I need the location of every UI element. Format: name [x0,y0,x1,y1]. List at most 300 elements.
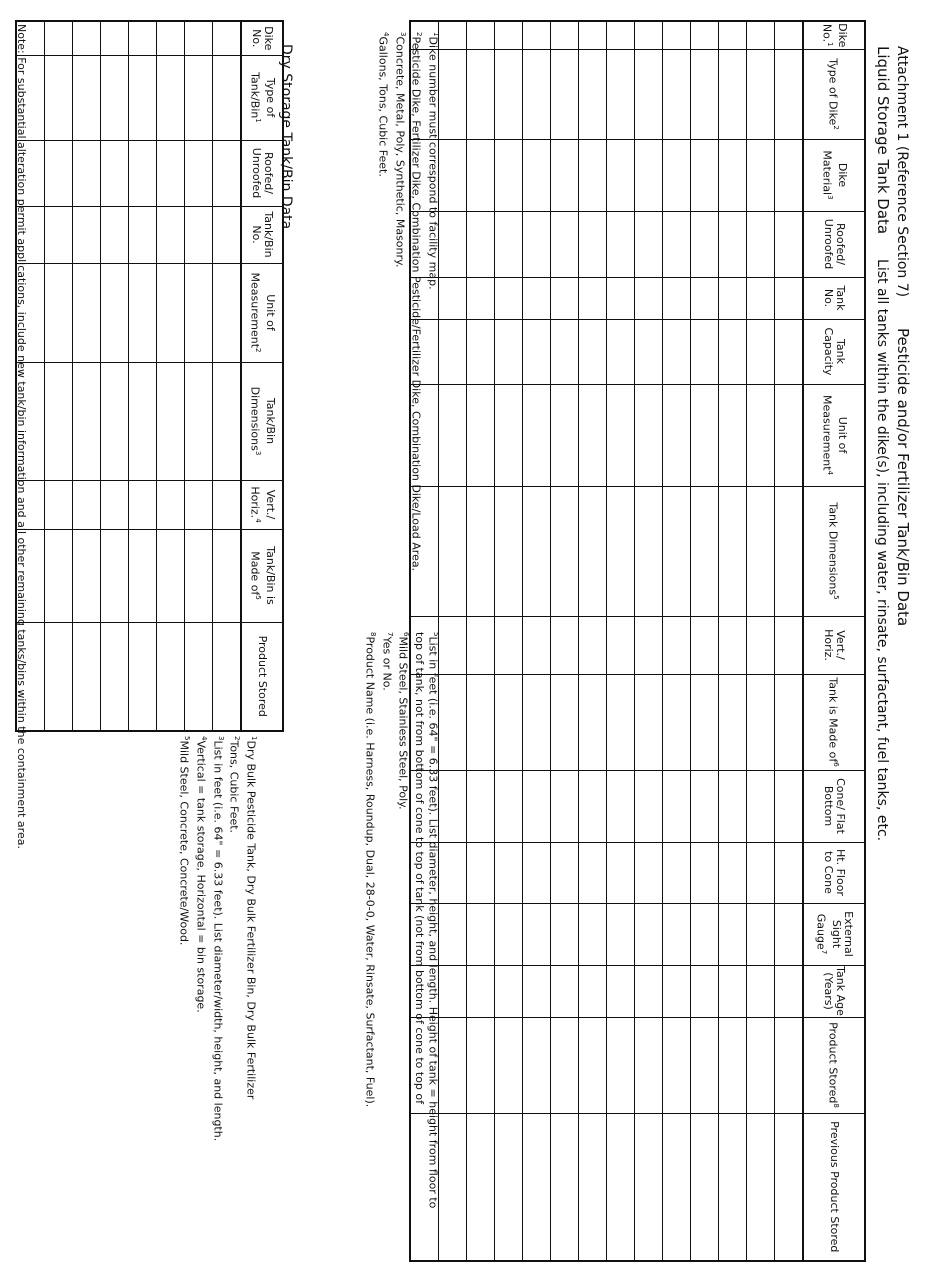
entry-cell[interactable] [185,263,213,362]
column-header [803,1017,865,1113]
entry-cell[interactable] [775,1113,804,1261]
entry-cell[interactable] [747,21,775,49]
entry-cell[interactable] [439,616,467,674]
entry-cell[interactable] [495,842,523,903]
entry-cell[interactable] [495,211,523,277]
entry-cell[interactable] [495,319,523,384]
entry-cell[interactable] [719,903,747,965]
entry-cell[interactable] [775,616,804,674]
entry-cell[interactable] [607,903,635,965]
column-header-label: Ht. Floor to Cone [822,849,847,896]
entry-cell[interactable] [635,49,663,139]
entry-cell[interactable] [495,49,523,139]
entry-cell[interactable] [691,139,719,211]
entry-cell[interactable] [663,139,691,211]
entry-cell[interactable] [719,674,747,770]
entry-cell[interactable] [719,49,747,139]
entry-cell[interactable] [579,616,607,674]
entry-cell[interactable] [663,616,691,674]
entry-cell[interactable] [719,139,747,211]
entry-cell[interactable] [467,211,495,277]
entry-cell[interactable] [663,49,691,139]
entry-cell[interactable] [101,206,129,263]
dry-storage-table [15,20,284,732]
column-header [803,842,865,903]
liquid-notes-right [362,632,442,1210]
entry-cell[interactable] [607,486,635,616]
entry-cell[interactable] [101,480,129,529]
entry-cell[interactable] [129,362,157,480]
entry-cell[interactable] [747,486,775,616]
entry-cell[interactable] [775,903,804,965]
entry-cell[interactable] [45,480,73,529]
footnote-number: 5 [183,736,192,741]
entry-cell[interactable] [663,21,691,49]
entry-cell[interactable] [719,21,747,49]
footnote-item [409,32,426,572]
entry-cell[interactable] [747,1017,775,1113]
entry-cell[interactable] [213,55,242,140]
entry-cell[interactable] [635,842,663,903]
entry-cell[interactable] [579,1017,607,1113]
entry-cell[interactable] [747,139,775,211]
footnote-number: 4 [382,32,391,37]
entry-cell[interactable] [635,319,663,384]
entry-cell[interactable] [691,49,719,139]
entry-cell[interactable] [495,21,523,49]
entry-cell[interactable] [495,277,523,319]
footnote-text: Dike number must correspond to facility map. [426,36,440,290]
entry-cell[interactable] [635,486,663,616]
entry-cell[interactable] [775,842,804,903]
entry-cell[interactable] [495,384,523,486]
entry-cell[interactable] [663,319,691,384]
entry-cell[interactable] [73,140,101,206]
entry-cell[interactable] [439,384,467,486]
entry-cell[interactable] [467,49,495,139]
entry-cell[interactable] [663,674,691,770]
entry-cell[interactable] [607,674,635,770]
entry-cell[interactable] [579,277,607,319]
entry-cell[interactable] [73,55,101,140]
entry-cell[interactable] [579,319,607,384]
entry-cell[interactable] [439,139,467,211]
entry-cell[interactable] [439,211,467,277]
entry-cell[interactable] [551,1113,579,1261]
entry-cell[interactable] [101,21,129,55]
footnote-number: 8 [369,632,378,637]
entry-cell[interactable] [101,622,129,731]
entry-cell[interactable] [185,206,213,263]
column-header [803,770,865,842]
entry-cell[interactable] [157,480,185,529]
entry-cell[interactable] [523,139,551,211]
entry-cell[interactable] [607,319,635,384]
entry-cell[interactable] [101,55,129,140]
entry-cell[interactable] [635,965,663,1017]
entry-cell[interactable] [663,903,691,965]
entry-cell[interactable] [495,486,523,616]
column-header-label: Type of Tank/Bin [248,72,277,119]
entry-cell[interactable] [551,21,579,49]
entry-cell[interactable] [663,1017,691,1113]
entry-cell[interactable] [719,319,747,384]
entry-cell[interactable] [467,1113,495,1261]
entry-cell[interactable] [775,770,804,842]
entry-cell[interactable] [607,21,635,49]
entry-cell[interactable] [607,277,635,319]
entry-cell[interactable] [213,21,242,55]
entry-cell[interactable] [579,1113,607,1261]
entry-cell[interactable] [691,1017,719,1113]
entry-cell[interactable] [775,965,804,1017]
footnote-number: 3 [398,32,407,37]
entry-cell[interactable] [579,49,607,139]
entry-cell[interactable] [775,139,804,211]
entry-cell[interactable] [607,49,635,139]
entry-cell[interactable] [157,206,185,263]
entry-cell[interactable] [691,384,719,486]
entry-cell[interactable] [45,140,73,206]
entry-cell[interactable] [439,21,467,49]
entry-cell[interactable] [467,770,495,842]
entry-cell[interactable] [467,842,495,903]
entry-cell[interactable] [635,21,663,49]
entry-cell[interactable] [719,384,747,486]
entry-cell[interactable] [747,965,775,1017]
entry-cell[interactable] [775,674,804,770]
entry-cell[interactable] [719,1113,747,1261]
entry-cell[interactable] [691,903,719,965]
entry-cell[interactable] [523,486,551,616]
entry-cell[interactable] [663,211,691,277]
entry-cell[interactable] [157,55,185,140]
entry-cell[interactable] [467,384,495,486]
entry-cell[interactable] [579,139,607,211]
entry-cell[interactable] [45,362,73,480]
entry-cell[interactable] [439,1017,467,1113]
entry-cell[interactable] [607,1113,635,1261]
entry-cell[interactable] [157,622,185,731]
entry-cell[interactable] [691,770,719,842]
entry-cell[interactable] [467,616,495,674]
entry-cell[interactable] [551,616,579,674]
column-header [241,362,283,480]
entry-cell[interactable] [523,1017,551,1113]
entry-cell[interactable] [157,362,185,480]
entry-cell[interactable] [747,842,775,903]
entry-cell[interactable] [439,842,467,903]
entry-cell[interactable] [747,1113,775,1261]
entry-cell[interactable] [213,263,242,362]
entry-cell[interactable] [185,362,213,480]
entry-cell[interactable] [523,49,551,139]
entry-cell[interactable] [523,965,551,1017]
footer-note: Note: For substantial alteration permit applications, include new tank/bin information and all other remaining tanks/bins within the containment area. [15,24,28,849]
entry-cell[interactable] [635,674,663,770]
entry-cell[interactable] [747,319,775,384]
entry-cell[interactable] [607,770,635,842]
entry-cell[interactable] [73,480,101,529]
entry-cell[interactable] [579,674,607,770]
entry-cell[interactable] [747,211,775,277]
entry-cell[interactable] [185,140,213,206]
entry-cell[interactable] [129,622,157,731]
column-header-label: Tank Dimensions [826,502,840,596]
entry-cell[interactable] [467,319,495,384]
entry-cell[interactable] [495,770,523,842]
entry-cell[interactable] [157,140,185,206]
entry-cell[interactable] [747,770,775,842]
entry-cell[interactable] [129,21,157,55]
footnote-marker: 5 [253,595,262,600]
entry-cell[interactable] [635,1113,663,1261]
entry-cell[interactable] [747,384,775,486]
entry-cell[interactable] [101,362,129,480]
entry-cell[interactable] [719,616,747,674]
entry-cell[interactable] [691,674,719,770]
entry-cell[interactable] [439,965,467,1017]
entry-cell[interactable] [719,486,747,616]
entry-cell[interactable] [129,140,157,206]
entry-cell[interactable] [467,486,495,616]
entry-cell[interactable] [467,1017,495,1113]
footnote-number: 4 [200,736,209,741]
entry-cell[interactable] [185,529,213,622]
entry-cell[interactable] [551,319,579,384]
entry-cell[interactable] [523,277,551,319]
column-header-label: Unit of Measurement [820,395,849,471]
entry-cell[interactable] [579,486,607,616]
entry-cell[interactable] [551,384,579,486]
entry-cell[interactable] [523,770,551,842]
entry-cell[interactable] [663,277,691,319]
entry-cell[interactable] [551,1017,579,1113]
entry-cell[interactable] [495,903,523,965]
entry-cell[interactable] [439,1113,467,1261]
entry-cell[interactable] [551,842,579,903]
entry-cell[interactable] [551,277,579,319]
entry-cell[interactable] [129,263,157,362]
entry-cell[interactable] [523,211,551,277]
entry-cell[interactable] [129,529,157,622]
entry-cell[interactable] [73,362,101,480]
footnote-item [393,32,409,404]
table-row [129,21,157,731]
entry-cell[interactable] [551,965,579,1017]
entry-cell[interactable] [607,384,635,486]
entry-cell[interactable] [719,842,747,903]
entry-cell[interactable] [775,1017,804,1113]
entry-cell[interactable] [551,211,579,277]
entry-cell[interactable] [719,1017,747,1113]
column-header-label: Product Stored [826,1022,840,1104]
entry-cell[interactable] [439,486,467,616]
entry-cell[interactable] [663,965,691,1017]
entry-cell[interactable] [691,319,719,384]
entry-cell[interactable] [551,49,579,139]
entry-cell[interactable] [691,842,719,903]
entry-cell[interactable] [607,139,635,211]
entry-cell[interactable] [213,480,242,529]
entry-cell[interactable] [45,622,73,731]
entry-cell[interactable] [523,616,551,674]
entry-cell[interactable] [635,903,663,965]
entry-cell[interactable] [775,211,804,277]
entry-cell[interactable] [775,486,804,616]
entry-cell[interactable] [467,903,495,965]
entry-cell[interactable] [691,965,719,1017]
entry-cell[interactable] [775,21,804,49]
entry-cell[interactable] [551,139,579,211]
entry-cell[interactable] [607,965,635,1017]
entry-cell[interactable] [775,277,804,319]
entry-cell[interactable] [157,263,185,362]
entry-cell[interactable] [185,21,213,55]
entry-cell[interactable] [185,622,213,731]
entry-cell[interactable] [439,319,467,384]
entry-cell[interactable] [607,1017,635,1113]
entry-cell[interactable] [439,674,467,770]
entry-cell[interactable] [45,206,73,263]
entry-cell[interactable] [101,263,129,362]
entry-cell[interactable] [579,903,607,965]
entry-cell[interactable] [691,21,719,49]
entry-cell[interactable] [635,384,663,486]
column-header [803,616,865,674]
entry-cell[interactable] [747,616,775,674]
entry-cell[interactable] [129,55,157,140]
entry-cell[interactable] [691,616,719,674]
entry-cell[interactable] [747,674,775,770]
entry-cell[interactable] [495,1113,523,1261]
entry-cell[interactable] [45,529,73,622]
entry-cell[interactable] [467,139,495,211]
entry-cell[interactable] [45,55,73,140]
entry-cell[interactable] [45,21,73,55]
entry-cell[interactable] [73,622,101,731]
entry-cell[interactable] [747,277,775,319]
entry-cell[interactable] [467,674,495,770]
entry-cell[interactable] [551,674,579,770]
entry-cell[interactable] [635,277,663,319]
entry-cell[interactable] [45,263,73,362]
footnote-marker: 1 [253,118,262,123]
entry-cell[interactable] [523,319,551,384]
entry-cell[interactable] [439,770,467,842]
entry-cell[interactable] [551,770,579,842]
entry-cell[interactable] [775,49,804,139]
entry-cell[interactable] [523,21,551,49]
entry-cell[interactable] [719,277,747,319]
entry-cell[interactable] [73,263,101,362]
entry-cell[interactable] [607,211,635,277]
entry-cell[interactable] [635,770,663,842]
entry-cell[interactable] [523,384,551,486]
entry-cell[interactable] [663,842,691,903]
entry-cell[interactable] [579,770,607,842]
entry-cell[interactable] [73,529,101,622]
entry-cell[interactable] [775,319,804,384]
entry-cell[interactable] [467,277,495,319]
entry-cell[interactable] [467,21,495,49]
entry-cell[interactable] [551,486,579,616]
entry-cell[interactable] [719,770,747,842]
entry-cell[interactable] [185,55,213,140]
entry-cell[interactable] [467,965,495,1017]
entry-cell[interactable] [101,529,129,622]
entry-cell[interactable] [663,486,691,616]
entry-cell[interactable] [73,206,101,263]
entry-cell[interactable] [579,965,607,1017]
entry-cell[interactable] [213,362,242,480]
entry-cell[interactable] [495,674,523,770]
entry-cell[interactable] [495,1017,523,1113]
entry-cell[interactable] [691,486,719,616]
entry-cell[interactable] [747,49,775,139]
entry-cell[interactable] [663,384,691,486]
entry-cell[interactable] [185,480,213,529]
entry-cell[interactable] [439,49,467,139]
footnote-text: Product Name (i.e. Harness, Roundup, Dual, 28-0-0, Water, Rinsate, Surfactant, Fuel). [363,636,377,1108]
entry-cell[interactable] [523,903,551,965]
column-header-label: Tank Capacity [822,327,847,376]
entry-cell[interactable] [213,140,242,206]
entry-cell[interactable] [73,21,101,55]
entry-cell[interactable] [663,770,691,842]
entry-cell[interactable] [663,1113,691,1261]
entry-cell[interactable] [579,842,607,903]
entry-cell[interactable] [551,903,579,965]
entry-cell[interactable] [719,211,747,277]
entry-cell[interactable] [213,206,242,263]
entry-cell[interactable] [635,211,663,277]
entry-cell[interactable] [691,211,719,277]
entry-cell[interactable] [747,903,775,965]
entry-cell[interactable] [157,529,185,622]
footnote-marker: 1 [825,42,834,47]
entry-cell[interactable] [579,211,607,277]
entry-cell[interactable] [635,139,663,211]
entry-cell[interactable] [213,529,242,622]
entry-cell[interactable] [579,384,607,486]
entry-cell[interactable] [691,1113,719,1261]
entry-cell[interactable] [495,139,523,211]
entry-cell[interactable] [523,1113,551,1261]
entry-cell[interactable] [439,277,467,319]
entry-cell[interactable] [775,384,804,486]
entry-cell[interactable] [635,616,663,674]
entry-cell[interactable] [523,842,551,903]
entry-cell[interactable] [607,616,635,674]
entry-cell[interactable] [691,277,719,319]
entry-cell[interactable] [101,140,129,206]
header-line-2 [874,46,892,841]
entry-cell[interactable] [635,1017,663,1113]
header-line-1 [894,46,912,626]
entry-cell[interactable] [439,903,467,965]
entry-cell[interactable] [523,674,551,770]
entry-cell[interactable] [579,21,607,49]
entry-cell[interactable] [129,206,157,263]
entry-cell[interactable] [495,965,523,1017]
entry-cell[interactable] [607,842,635,903]
entry-cell[interactable] [157,21,185,55]
entry-cell[interactable] [495,616,523,674]
entry-cell[interactable] [719,965,747,1017]
entry-cell[interactable] [213,622,242,731]
entry-cell[interactable] [129,480,157,529]
